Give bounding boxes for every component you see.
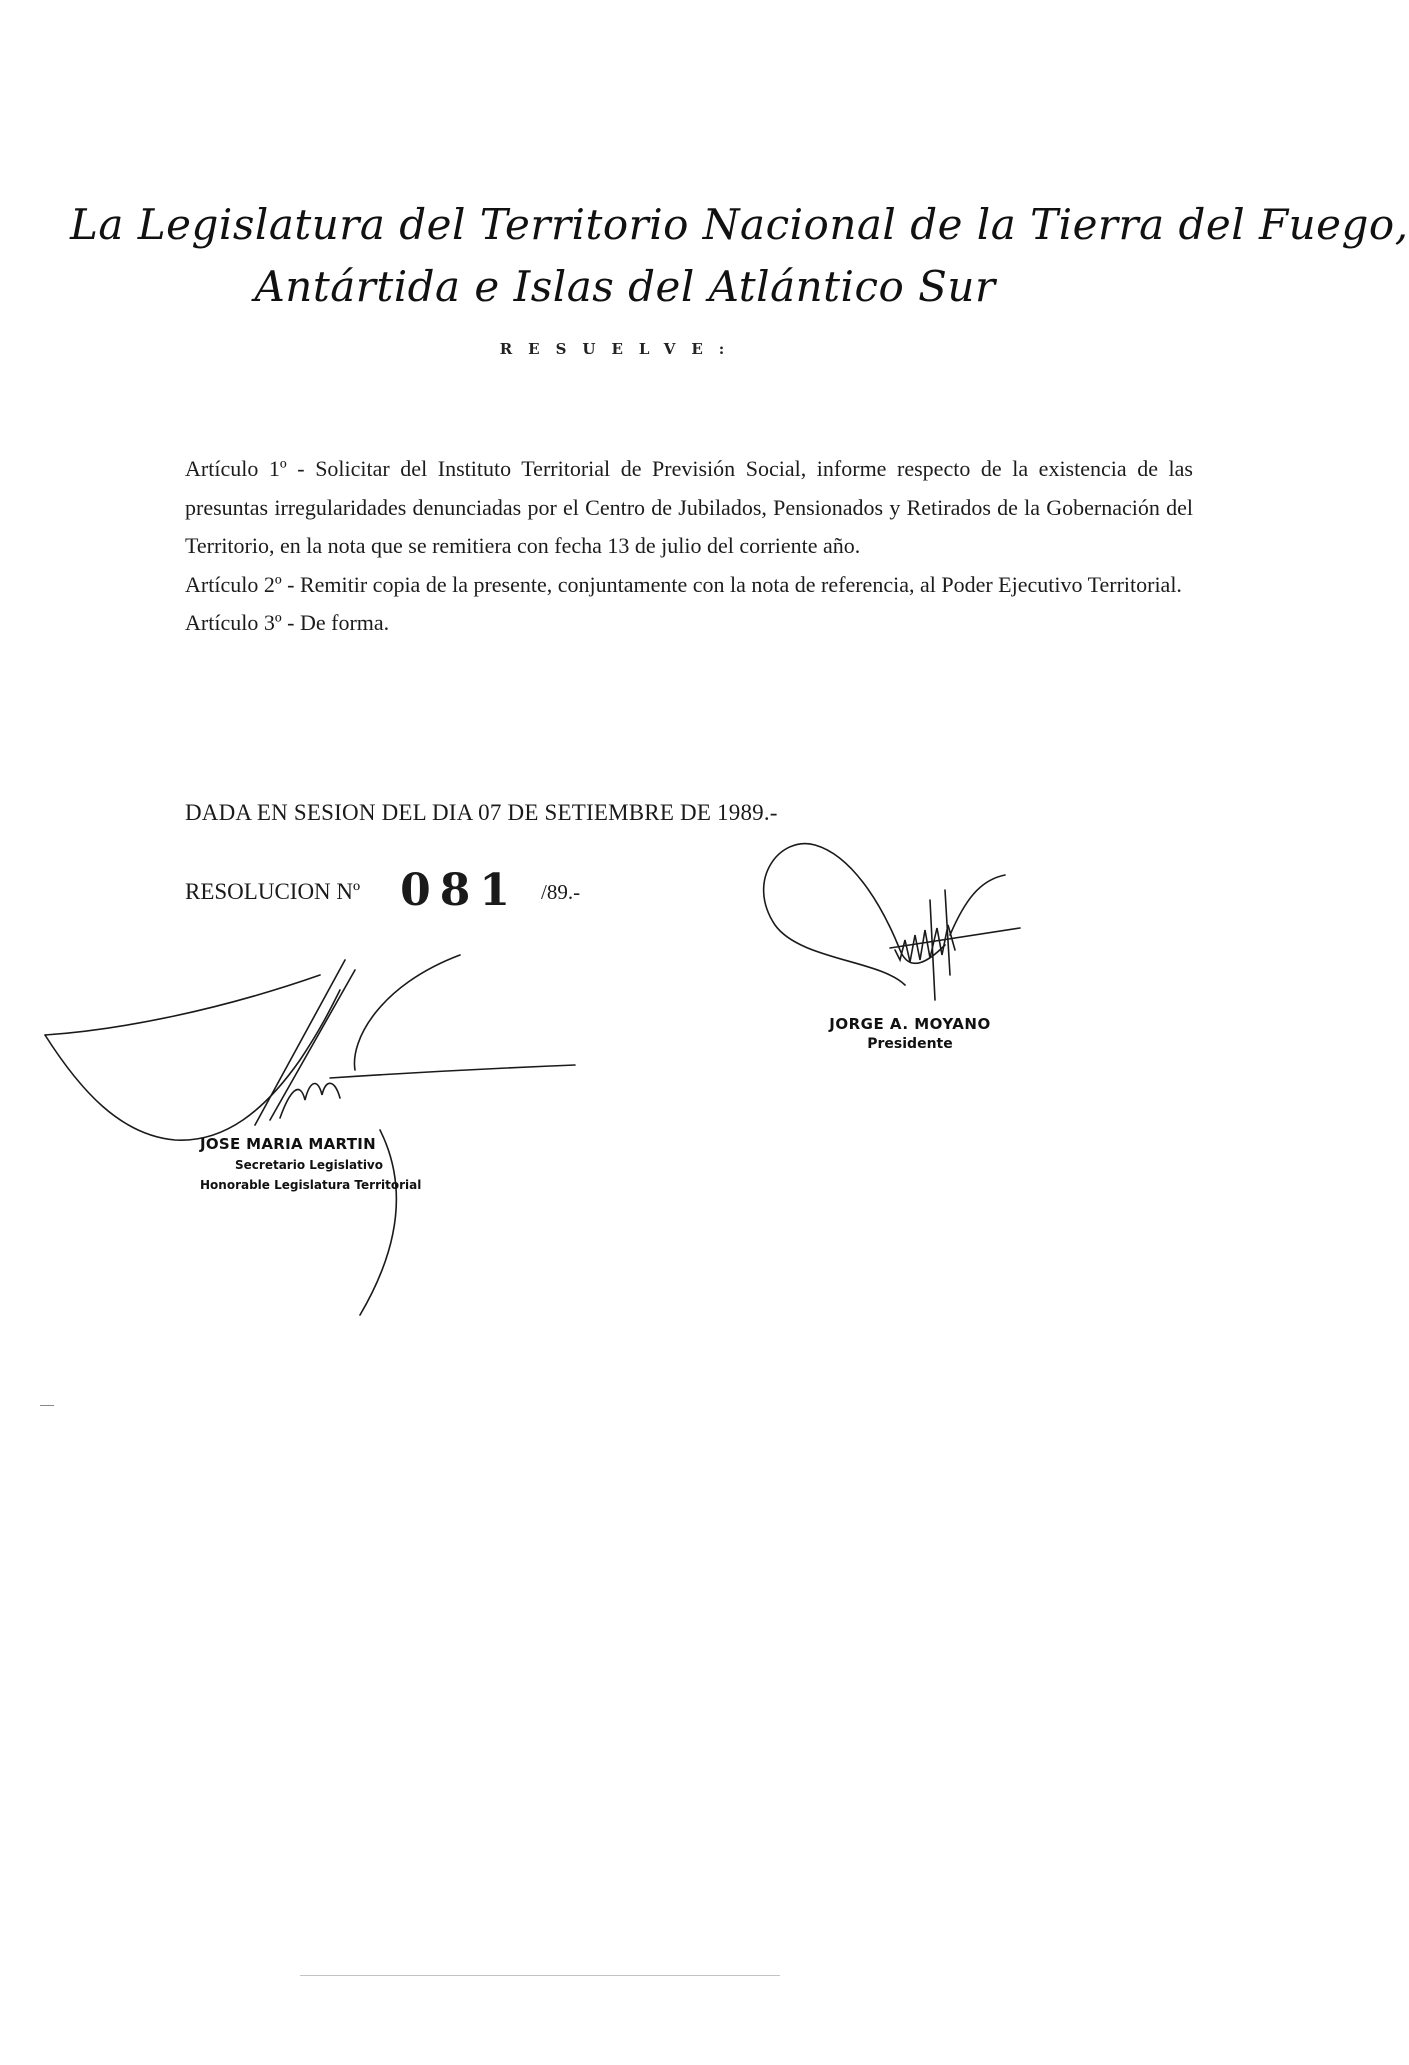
article-2-label: Artículo 2º: [185, 571, 282, 597]
president-title: Presidente: [867, 1036, 953, 1052]
letterhead-line-1: La Legislatura del Territorio Nacional de la Tierra del Fuego,: [70, 200, 1409, 249]
article-1-label: Artículo 1º: [185, 456, 287, 481]
scan-artifact-line: [300, 1975, 780, 1976]
president-signature: [764, 844, 1020, 1000]
secretary-organization: Honorable Legislatura Territorial: [200, 1178, 422, 1192]
resolution-number: 081: [400, 865, 520, 916]
article-3-label: Artículo 3º: [185, 610, 282, 635]
session-date-line: DADA EN SESION DEL DIA 07 DE SETIEMBRE DE 1989.-: [185, 800, 778, 825]
resuelve-heading: RESUELVE:: [499, 340, 741, 358]
article-2-text: - Remitir copia de la presente, conjuntamente con la nota de referencia, al Poder Ejecutivo Territorial.: [281, 571, 1182, 597]
article-1-text: - Solicitar del Instituto Territorial de Previsión Social, informe respecto de la existencia de las presuntas irregularidades denunciadas por el Centro de Jubilados, Pensionados y Retirados de la Gobernación del Territorio, en la nota que se remitiera con fecha 13 de julio del corriente año.: [185, 456, 1193, 558]
scan-artifact-mark: [40, 1405, 54, 1406]
president-name: JORGE A. MOYANO: [829, 1015, 991, 1033]
letterhead-line-2: Antártida e Islas del Atlántico Sur: [254, 262, 996, 311]
article-3-text: - De forma.: [281, 610, 390, 635]
secretary-title: Secretario Legislativo: [235, 1158, 383, 1172]
secretary-name: JOSE MARIA MARTIN: [200, 1135, 376, 1153]
resolution-label: RESOLUCION Nº: [185, 879, 361, 904]
resolution-year: /89.-: [541, 880, 581, 904]
